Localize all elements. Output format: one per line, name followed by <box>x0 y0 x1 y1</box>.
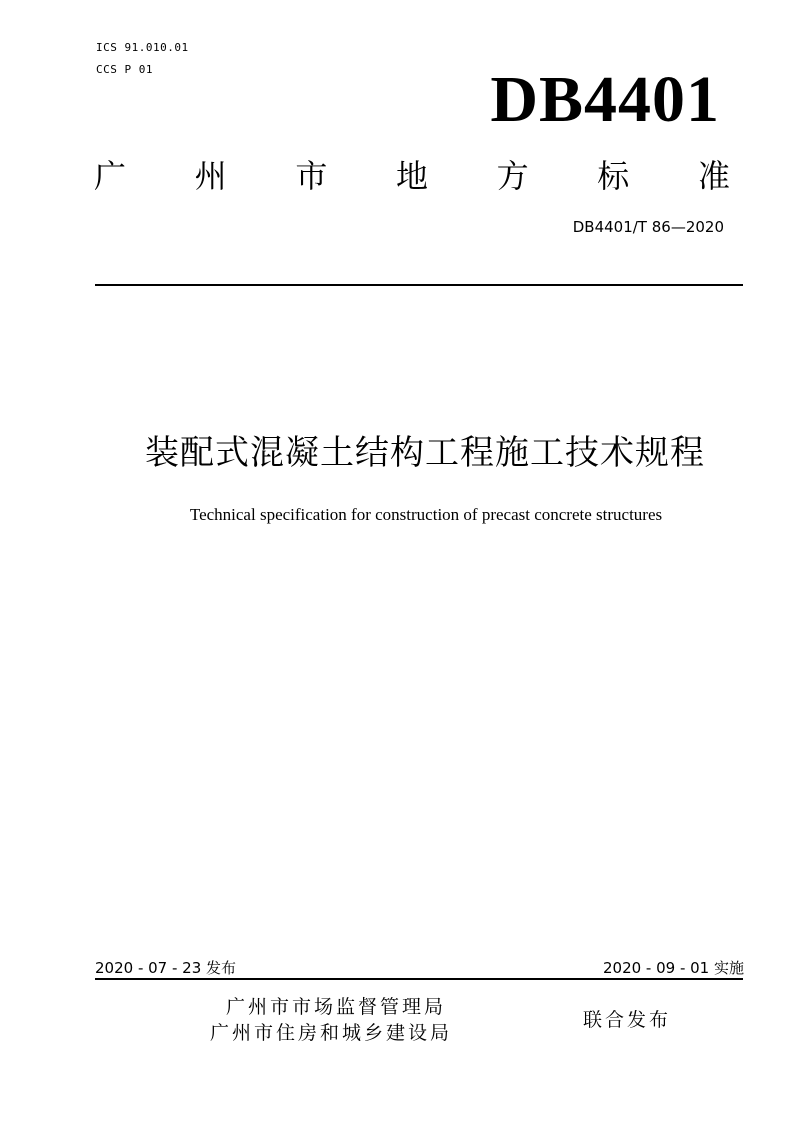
ccs-code: CCS P 01 <box>96 63 153 76</box>
header-divider <box>95 284 743 286</box>
standard-type-heading <box>94 153 730 199</box>
issue-date: 2020 - 07 - 23 发布 <box>95 959 237 977</box>
standard-type-char: 广 <box>94 157 127 195</box>
issuer-housing-construction: 广州市住房和城乡建设局 <box>210 1022 453 1044</box>
footer-divider <box>95 978 743 980</box>
standard-type-char: 市 <box>295 157 328 195</box>
issuer-market-regulation: 广州市市场监督管理局 <box>226 996 447 1018</box>
ics-code: ICS 91.010.01 <box>96 41 189 54</box>
document-title-en: Technical specification for construction of precast concrete structures <box>189 505 663 524</box>
joint-release-label: 联合发布 <box>583 1009 672 1031</box>
standard-type-char: 标 <box>597 157 630 195</box>
standard-type-char: 州 <box>194 157 227 195</box>
standard-type-char: 准 <box>697 157 730 195</box>
standard-type-char: 方 <box>496 157 529 195</box>
standard-type-char: 地 <box>395 157 428 195</box>
standard-logo: DB4401 <box>490 63 720 136</box>
document-title-cn: 装配式混凝土结构工程施工技术规程 <box>145 433 705 473</box>
effective-date: 2020 - 09 - 01 实施 <box>602 959 744 977</box>
standard-number: DB4401/T 86—2020 <box>572 218 724 236</box>
